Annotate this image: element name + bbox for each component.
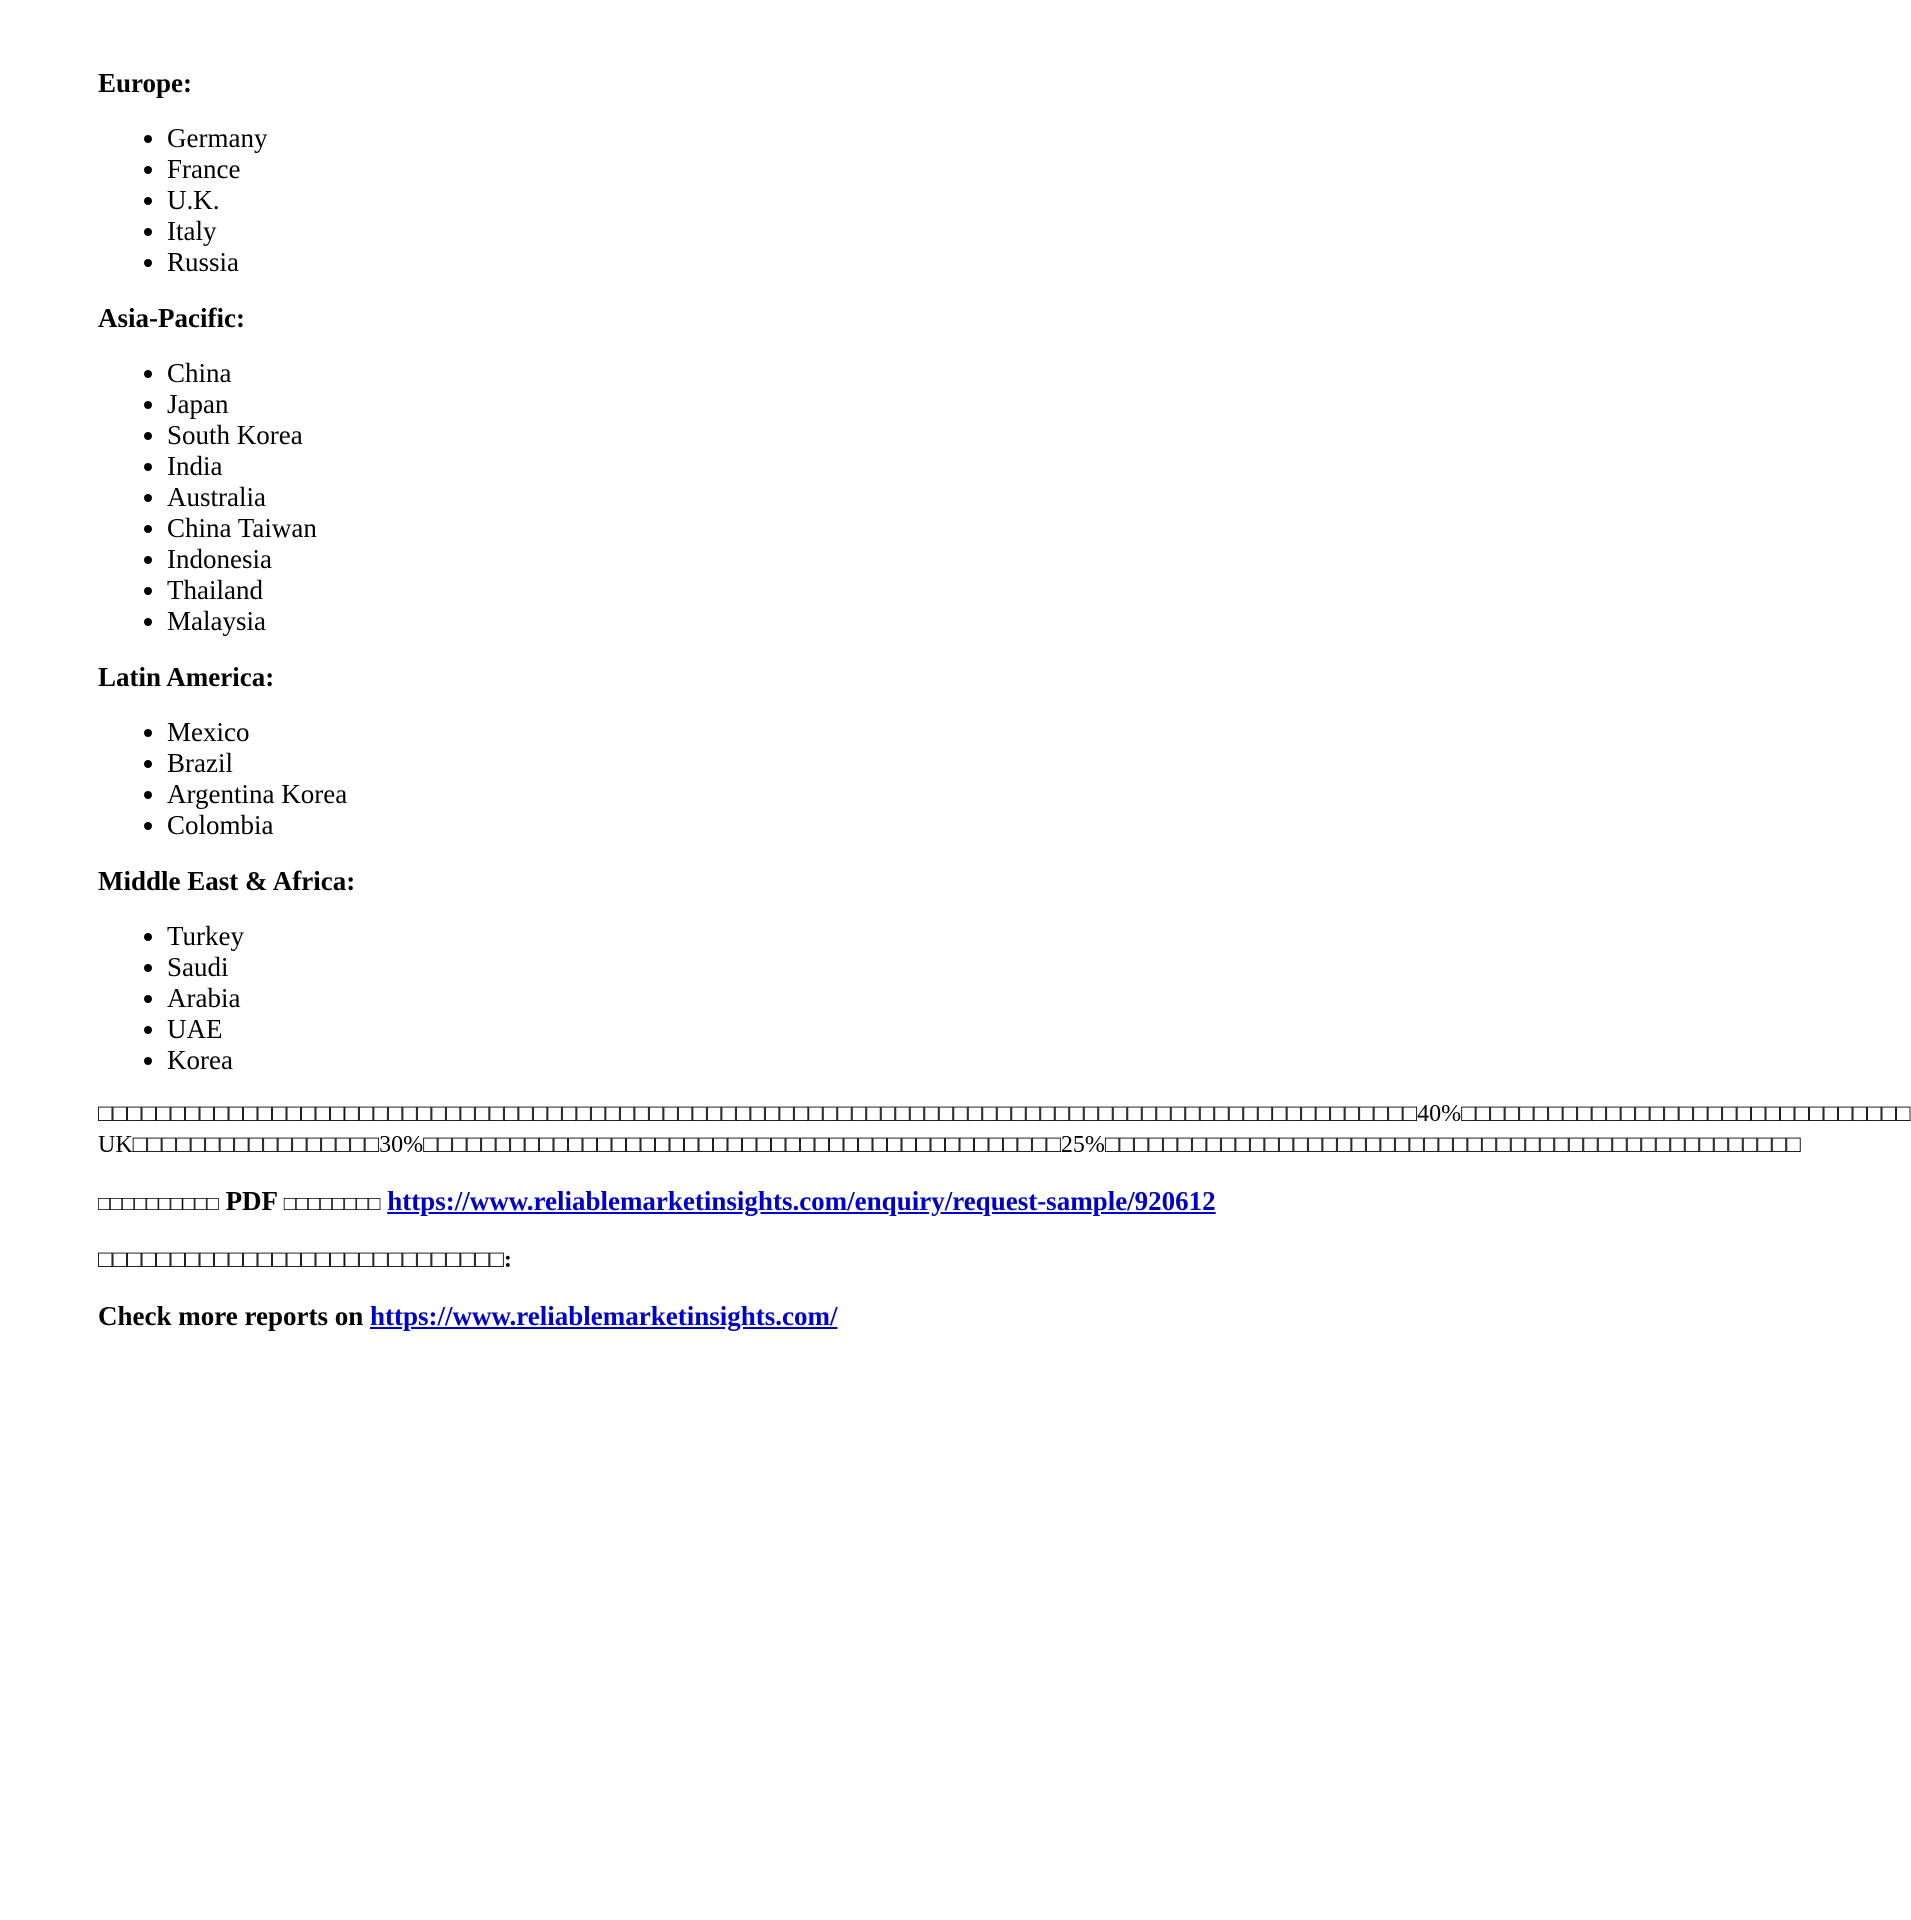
reports-home-link[interactable]: https://www.reliablemarketinsights.com/ (369, 1301, 838, 1331)
check-more-reports-line (98, 1299, 1268, 1333)
list-item: • Arabia (167, 983, 1268, 1014)
list-item: • China (167, 358, 1268, 389)
list-item: • Indonesia (167, 544, 1268, 575)
country-list-middle-east-africa (98, 921, 1268, 1076)
list-item: • India (167, 451, 1268, 482)
pdf-label: PDF (225, 1186, 278, 1216)
more-info-line: □□□□□□□□□□□□□□□□□□□□□□□□□□□□: (98, 1247, 512, 1273)
sample-middle-text: □□□□□□□□ (283, 1193, 381, 1215)
section-heading-latin-america: Latin America: (98, 662, 275, 692)
list-item: • Korea (167, 1045, 1268, 1076)
list-item: • Saudi (167, 952, 1268, 983)
list-item: • U.K. (167, 185, 1268, 216)
paragraph-line-2: UK□□□□□□□□□□□□□□□□□30%□□□□□□□□□□□□□□□□□□□□□□□□□□□□□□□□□□□□□□□□□□□□25%□□□□□□□□□□□□□□□□□□□□□□□□□□□□□□□□□□□□□□□□□□□□□□□□ (98, 1132, 1801, 1158)
sample-request-link[interactable]: https://www.reliablemarketinsights.com/enquiry/request-sample/920612 (387, 1186, 1216, 1216)
list-item: • Russia (167, 247, 1268, 278)
sample-prefix-text: □□□□□□□□□□ (98, 1193, 219, 1215)
list-item: • Japan (167, 389, 1268, 420)
sample-request-line (98, 1184, 1268, 1221)
list-item: • Brazil (167, 748, 1268, 779)
list-item: • China Taiwan (167, 513, 1268, 544)
list-item: • France (167, 154, 1268, 185)
document-page (98, 66, 1911, 1333)
list-item: • Mexico (167, 717, 1268, 748)
country-list-latin-america (98, 717, 1268, 841)
country-list-europe (98, 123, 1268, 278)
check-more-label: Check more reports on (98, 1301, 364, 1331)
paragraph-line-1: □□□□□□□□□□□□□□□□□□□□□□□□□□□□□□□□□□□□□□□□□□□□□□□□□□□□□□□□□□□□□□□□□□□□□□□□□□□□□□□□□□□□□□□□□□□40%□□□□□□□□□□□□□□□□□□□□□□□□□□□□□□□ (98, 1101, 1911, 1127)
market-share-paragraph (98, 1099, 1911, 1161)
section-heading-europe: Europe: (98, 68, 193, 98)
list-item: • Argentina Korea (167, 779, 1268, 810)
list-item: • Italy (167, 216, 1268, 247)
list-item: • Australia (167, 482, 1268, 513)
list-item: • Thailand (167, 575, 1268, 606)
list-item: • Malaysia (167, 606, 1268, 637)
section-heading-asia-pacific: Asia-Pacific: (98, 303, 245, 333)
list-item: • South Korea (167, 420, 1268, 451)
list-item: • Colombia (167, 810, 1268, 841)
country-list-asia-pacific (98, 358, 1268, 637)
list-item: • Turkey (167, 921, 1268, 952)
list-item: • UAE (167, 1014, 1268, 1045)
list-item: • Germany (167, 123, 1268, 154)
section-heading-middle-east-africa: Middle East & Africa: (98, 866, 356, 896)
